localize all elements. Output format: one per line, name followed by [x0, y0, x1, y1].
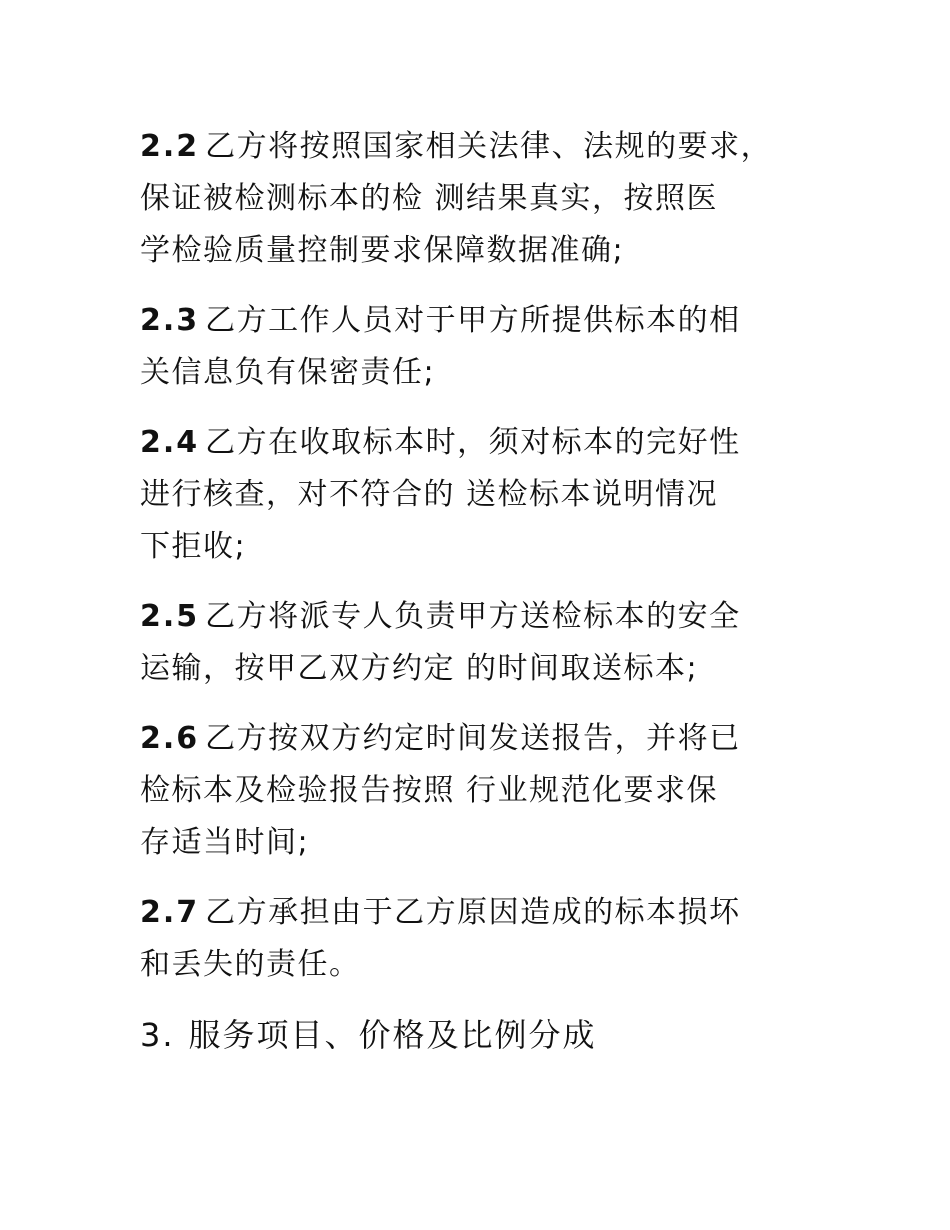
clause-line — [140, 295, 812, 347]
clause-2-3 — [140, 295, 812, 399]
clause-line — [140, 121, 812, 173]
clause-2-7 — [140, 887, 812, 991]
clause-text: 乙方将按照国家相关法律、法规的要求， — [205, 129, 773, 164]
clause-line: 运输，按甲乙双方约定 的时间取送标本; — [140, 651, 699, 686]
clause-number: 2.3 — [140, 303, 200, 338]
clause-number: 2.4 — [140, 425, 200, 460]
clause-2-5 — [140, 591, 812, 695]
clause-2-6 — [140, 713, 812, 869]
clause-text: 乙方工作人员对于甲方所提供标本的相 — [205, 303, 741, 338]
clause-line — [140, 887, 812, 939]
clause-line: 保证被检测标本的检 测结果真实，按照医 — [140, 181, 719, 216]
clause-line — [140, 591, 812, 643]
clause-line: 关信息负有保密责任; — [140, 355, 436, 390]
clause-text: 乙方将派专人负责甲方送检标本的安全 — [205, 599, 741, 634]
clause-text: 乙方承担由于乙方原因造成的标本损坏 — [205, 895, 741, 930]
clause-2-4 — [140, 417, 812, 573]
document-body — [140, 121, 812, 1061]
clause-line: 和丢失的责任。 — [140, 947, 361, 982]
clause-number: 2.6 — [140, 721, 200, 756]
clause-line — [140, 713, 812, 765]
section-heading — [140, 1009, 812, 1061]
clause-line: 检标本及检验报告按照 行业规范化要求保 — [140, 773, 719, 808]
clause-text: 乙方按双方约定时间发送报告，并将已 — [205, 721, 741, 756]
clause-number: 2.5 — [140, 599, 200, 634]
clause-line: 进行核查，对不符合的 送检标本说明情况 — [140, 477, 719, 512]
clause-line: 学检验质量控制要求保障数据准确; — [140, 233, 625, 268]
clause-number: 2.2 — [140, 129, 200, 164]
clause-text: 乙方在收取标本时，须对标本的完好性 — [205, 425, 741, 460]
section-number: 3. — [140, 1016, 175, 1054]
clause-line: 存适当时间; — [140, 825, 310, 860]
clause-line — [140, 417, 812, 469]
section-title: 服务项目、价格及比例分成 — [188, 1016, 597, 1054]
clause-number: 2.7 — [140, 895, 200, 930]
clause-line: 下拒收; — [140, 529, 247, 564]
clause-2-2 — [140, 121, 812, 277]
